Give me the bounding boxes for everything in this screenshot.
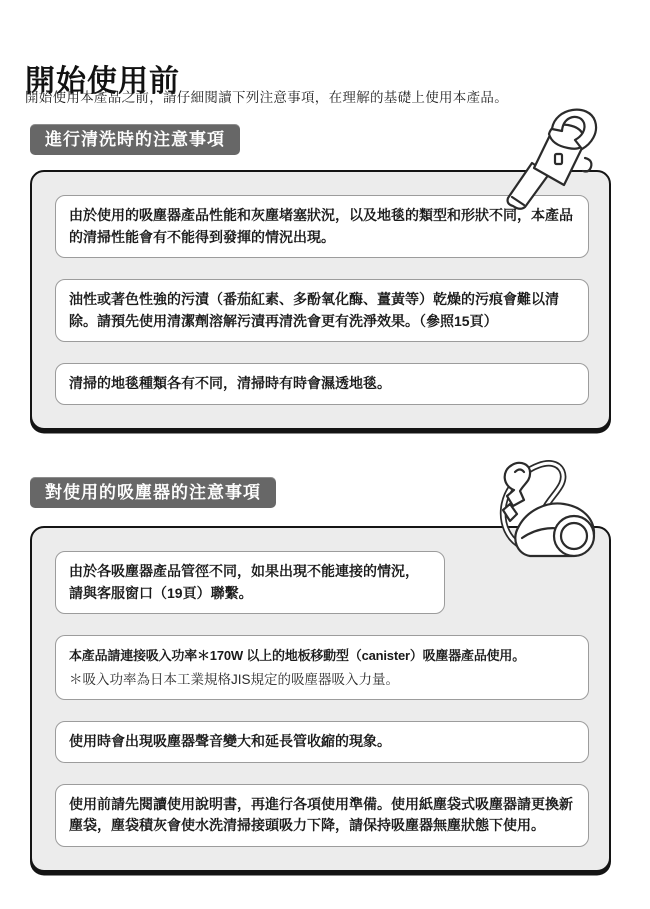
intro-text: 開始使用本產品之前，請仔細閱讀下列注意事項，在理解的基礎上使用本產品。	[25, 90, 508, 105]
note-box	[55, 363, 589, 405]
note-text: 由於使用的吸塵器產品性能和灰塵堵塞狀況，以及地毯的類型和形狀不同，本產品的清掃性能會有不能得到發揮的情況出現。	[69, 207, 573, 245]
note-box	[55, 721, 589, 763]
note-footnote: ＊吸入功率為日本工業規格JIS規定的吸塵器吸入力量。	[69, 671, 400, 687]
note-text: 油性或著色性強的污漬（番茄紅素、多酚氧化酶、薑黃等）乾燥的污痕會難以清除。請預先使用清潔劑溶解污漬再清洗會更有洗淨效果。（參照15頁）	[69, 291, 559, 329]
note-box	[55, 784, 589, 847]
page-title: 開始使用前	[25, 65, 180, 99]
section-header-washing: 進行清洗時的注意事項	[30, 124, 240, 155]
note-text: 本產品請連接吸入功率＊170W 以上的地板移動型（canister）吸塵器產品使用。	[69, 648, 526, 663]
note-text: 使用時會出現吸塵器聲音變大和延長管收縮的現象。	[69, 733, 391, 749]
note-box	[55, 635, 589, 700]
handheld-wash-head-illustration	[492, 102, 614, 210]
note-box	[55, 551, 445, 614]
vacuum-notes-panel	[30, 526, 611, 872]
note-text: 由於各吸塵器產品管徑不同，如果出現不能連接的情況，請與客服窗口（19頁）聯繫。	[69, 563, 419, 601]
note-text: 使用前請先閱讀使用說明書，再進行各項使用準備。使用紙塵袋式吸塵器請更換新塵袋，塵袋積灰會使水洗清掃接頭吸力下降，請保持吸塵器無塵狀態下使用。	[69, 795, 573, 833]
note-box	[55, 279, 589, 342]
note-text: 清掃的地毯種類各有不同，清掃時有時會濕透地毯。	[69, 375, 391, 391]
section-header-vacuum: 對使用的吸塵器的注意事項	[30, 477, 276, 508]
canister-vacuum-illustration	[486, 448, 618, 566]
